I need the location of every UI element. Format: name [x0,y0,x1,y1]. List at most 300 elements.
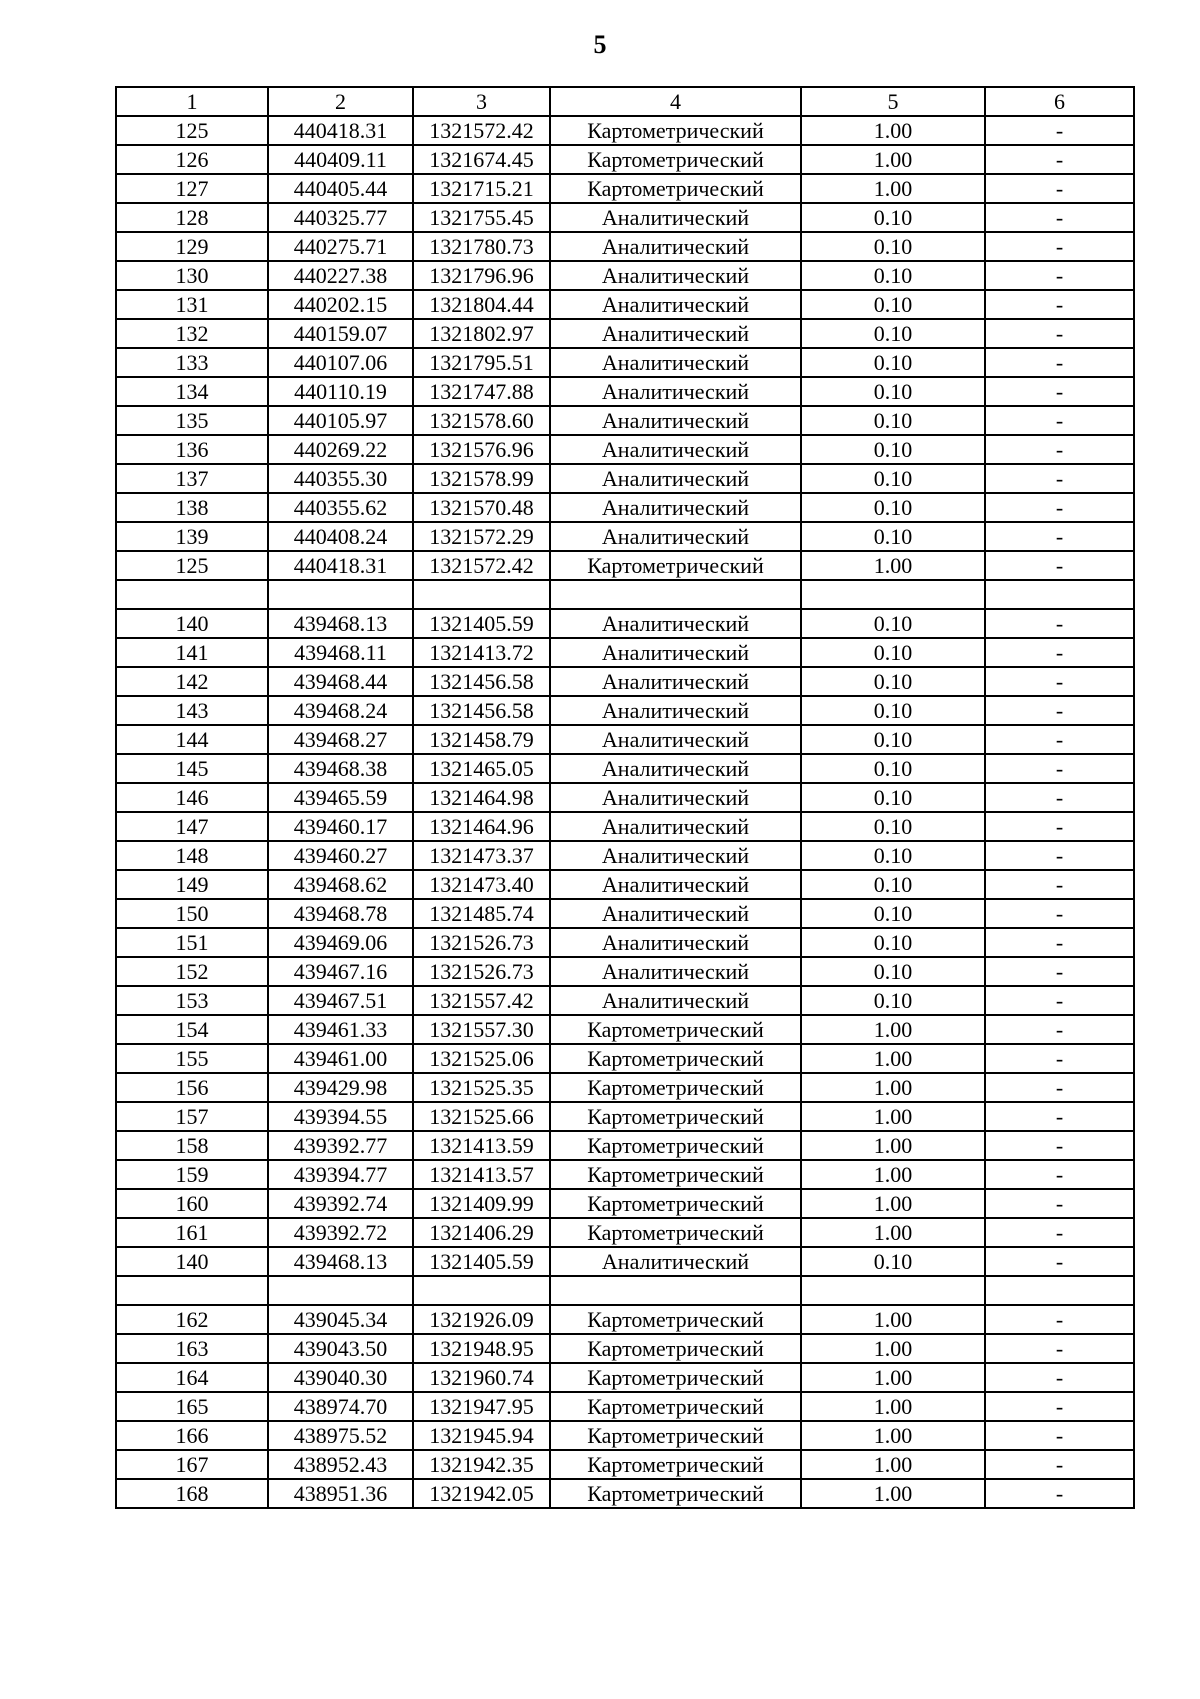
y-coordinate-cell: 1321780.73 [413,232,550,261]
point-number-cell: 140 [116,1247,268,1276]
y-coordinate-cell: 1321485.74 [413,899,550,928]
table-row [116,1131,1134,1160]
accuracy-cell: 0.10 [801,957,985,986]
y-coordinate-cell: 1321464.98 [413,783,550,812]
y-coordinate-cell: 1321960.74 [413,1363,550,1392]
method-cell: Аналитический [550,725,801,754]
method-cell: Аналитический [550,319,801,348]
x-coordinate-cell: 439468.13 [268,609,413,638]
y-coordinate-cell: 1321413.72 [413,638,550,667]
x-coordinate-cell: 440409.11 [268,145,413,174]
note-cell: - [985,435,1134,464]
accuracy-cell: 1.00 [801,1189,985,1218]
y-coordinate-cell: 1321942.05 [413,1479,550,1508]
note-cell: - [985,232,1134,261]
table-row [116,1247,1134,1276]
method-cell: Картометрический [550,1044,801,1073]
point-number-cell: 145 [116,754,268,783]
method-cell: Аналитический [550,290,801,319]
point-number-cell: 152 [116,957,268,986]
note-cell: - [985,1363,1134,1392]
method-cell: Картометрический [550,1421,801,1450]
x-coordinate-cell: 440355.30 [268,464,413,493]
point-number-cell: 161 [116,1218,268,1247]
method-cell: Аналитический [550,203,801,232]
note-cell: - [985,754,1134,783]
accuracy-cell: 0.10 [801,435,985,464]
accuracy-cell: 1.00 [801,1392,985,1421]
method-cell: Картометрический [550,116,801,145]
x-coordinate-cell: 438974.70 [268,1392,413,1421]
accuracy-cell: 0.10 [801,899,985,928]
method-cell [550,1276,801,1305]
y-coordinate-cell [413,1276,550,1305]
method-cell: Аналитический [550,348,801,377]
y-coordinate-cell: 1321802.97 [413,319,550,348]
method-cell: Аналитический [550,783,801,812]
x-coordinate-cell: 439468.62 [268,870,413,899]
accuracy-cell: 0.10 [801,928,985,957]
table-row [116,928,1134,957]
y-coordinate-cell: 1321464.96 [413,812,550,841]
accuracy-cell: 0.10 [801,406,985,435]
table-row [116,1276,1134,1305]
accuracy-cell: 0.10 [801,870,985,899]
y-coordinate-cell: 1321947.95 [413,1392,550,1421]
accuracy-cell: 0.10 [801,464,985,493]
accuracy-cell: 0.10 [801,667,985,696]
point-number-cell: 127 [116,174,268,203]
point-number-cell: 165 [116,1392,268,1421]
note-cell: - [985,377,1134,406]
note-cell [985,580,1134,609]
y-coordinate-cell: 1321525.06 [413,1044,550,1073]
table-row [116,522,1134,551]
table-row [116,1015,1134,1044]
table-row [116,319,1134,348]
x-coordinate-cell: 440355.62 [268,493,413,522]
note-cell: - [985,493,1134,522]
y-coordinate-cell: 1321406.29 [413,1218,550,1247]
method-cell: Аналитический [550,638,801,667]
accuracy-cell: 1.00 [801,1334,985,1363]
point-number-cell: 134 [116,377,268,406]
accuracy-cell: 1.00 [801,1218,985,1247]
point-number-cell: 137 [116,464,268,493]
method-cell: Аналитический [550,1247,801,1276]
note-cell: - [985,812,1134,841]
y-coordinate-cell: 1321747.88 [413,377,550,406]
table-row [116,203,1134,232]
y-coordinate-cell: 1321525.66 [413,1102,550,1131]
method-cell: Аналитический [550,696,801,725]
note-cell: - [985,319,1134,348]
y-coordinate-cell: 1321572.42 [413,551,550,580]
method-cell: Аналитический [550,812,801,841]
point-number-cell: 160 [116,1189,268,1218]
table-row [116,464,1134,493]
note-cell: - [985,348,1134,377]
method-cell: Картометрический [550,174,801,203]
method-cell: Аналитический [550,957,801,986]
table-row [116,1305,1134,1334]
x-coordinate-cell: 439392.72 [268,1218,413,1247]
method-cell: Аналитический [550,377,801,406]
table-row [116,870,1134,899]
table-row [116,1392,1134,1421]
y-coordinate-cell: 1321525.35 [413,1073,550,1102]
note-cell: - [985,667,1134,696]
note-cell [985,1276,1134,1305]
note-cell: - [985,1479,1134,1508]
note-cell: - [985,783,1134,812]
accuracy-cell: 0.10 [801,754,985,783]
note-cell: - [985,986,1134,1015]
accuracy-cell: 1.00 [801,1450,985,1479]
x-coordinate-cell: 439040.30 [268,1363,413,1392]
table-row [116,493,1134,522]
method-cell: Картометрический [550,1102,801,1131]
table-row [116,406,1134,435]
table-header-row [116,87,1134,116]
x-coordinate-cell: 440107.06 [268,348,413,377]
method-cell: Картометрический [550,1334,801,1363]
page-number: 5 [593,30,607,59]
method-cell: Аналитический [550,667,801,696]
y-coordinate-cell: 1321926.09 [413,1305,550,1334]
method-cell: Аналитический [550,406,801,435]
method-cell: Аналитический [550,435,801,464]
point-number-cell: 151 [116,928,268,957]
method-cell: Картометрический [550,1218,801,1247]
point-number-cell: 142 [116,667,268,696]
x-coordinate-cell [268,1276,413,1305]
accuracy-cell: 0.10 [801,319,985,348]
y-coordinate-cell: 1321715.21 [413,174,550,203]
method-cell: Аналитический [550,928,801,957]
accuracy-cell: 1.00 [801,1363,985,1392]
note-cell: - [985,1160,1134,1189]
method-cell: Аналитический [550,261,801,290]
point-number-cell: 158 [116,1131,268,1160]
accuracy-cell: 1.00 [801,145,985,174]
note-cell: - [985,1131,1134,1160]
x-coordinate-cell: 440227.38 [268,261,413,290]
point-number-cell: 131 [116,290,268,319]
y-coordinate-cell: 1321526.73 [413,957,550,986]
accuracy-cell: 1.00 [801,1421,985,1450]
note-cell: - [985,116,1134,145]
y-coordinate-cell: 1321578.99 [413,464,550,493]
point-number-cell: 125 [116,116,268,145]
x-coordinate-cell: 440202.15 [268,290,413,319]
note-cell: - [985,261,1134,290]
accuracy-cell: 1.00 [801,1479,985,1508]
table-row [116,725,1134,754]
note-cell: - [985,1305,1134,1334]
table-row [116,899,1134,928]
method-cell: Аналитический [550,870,801,899]
note-cell: - [985,696,1134,725]
accuracy-cell: 0.10 [801,986,985,1015]
point-number-cell: 126 [116,145,268,174]
note-cell: - [985,1044,1134,1073]
x-coordinate-cell: 440418.31 [268,116,413,145]
table-row [116,1073,1134,1102]
note-cell: - [985,1218,1134,1247]
accuracy-cell: 0.10 [801,1247,985,1276]
table-row [116,667,1134,696]
point-number-cell: 136 [116,435,268,464]
x-coordinate-cell: 440418.31 [268,551,413,580]
table-row [116,435,1134,464]
accuracy-cell: 0.10 [801,232,985,261]
y-coordinate-cell: 1321465.05 [413,754,550,783]
x-coordinate-cell: 438952.43 [268,1450,413,1479]
table-row [116,348,1134,377]
point-number-cell: 138 [116,493,268,522]
accuracy-cell: 1.00 [801,1044,985,1073]
note-cell: - [985,1450,1134,1479]
y-coordinate-cell: 1321473.40 [413,870,550,899]
y-coordinate-cell [413,580,550,609]
x-coordinate-cell: 440159.07 [268,319,413,348]
x-coordinate-cell: 439429.98 [268,1073,413,1102]
y-coordinate-cell: 1321945.94 [413,1421,550,1450]
x-coordinate-cell: 440110.19 [268,377,413,406]
x-coordinate-cell: 439467.51 [268,986,413,1015]
note-cell: - [985,551,1134,580]
table-row [116,1189,1134,1218]
table-row [116,1102,1134,1131]
x-coordinate-cell: 440105.97 [268,406,413,435]
x-coordinate-cell: 439392.74 [268,1189,413,1218]
accuracy-cell: 0.10 [801,261,985,290]
accuracy-cell: 0.10 [801,290,985,319]
method-cell: Картометрический [550,1073,801,1102]
note-cell: - [985,1102,1134,1131]
note-cell: - [985,841,1134,870]
note-cell: - [985,290,1134,319]
method-cell: Аналитический [550,522,801,551]
point-number-cell: 163 [116,1334,268,1363]
accuracy-cell: 1.00 [801,1015,985,1044]
coordinates-table [115,86,1135,1509]
accuracy-cell: 1.00 [801,1102,985,1131]
column-header: 5 [801,87,985,116]
accuracy-cell: 0.10 [801,812,985,841]
point-number-cell: 166 [116,1421,268,1450]
accuracy-cell: 0.10 [801,725,985,754]
point-number-cell: 155 [116,1044,268,1073]
x-coordinate-cell: 439468.44 [268,667,413,696]
x-coordinate-cell: 440325.77 [268,203,413,232]
method-cell: Аналитический [550,899,801,928]
table-row [116,1160,1134,1189]
y-coordinate-cell: 1321804.44 [413,290,550,319]
y-coordinate-cell: 1321456.58 [413,667,550,696]
point-number-cell [116,580,268,609]
y-coordinate-cell: 1321405.59 [413,609,550,638]
note-cell: - [985,174,1134,203]
accuracy-cell: 0.10 [801,377,985,406]
note-cell: - [985,1073,1134,1102]
y-coordinate-cell: 1321413.59 [413,1131,550,1160]
accuracy-cell: 1.00 [801,1131,985,1160]
y-coordinate-cell: 1321674.45 [413,145,550,174]
table-row [116,841,1134,870]
y-coordinate-cell: 1321557.42 [413,986,550,1015]
column-header: 3 [413,87,550,116]
x-coordinate-cell: 439394.77 [268,1160,413,1189]
method-cell: Картометрический [550,1160,801,1189]
point-number-cell: 168 [116,1479,268,1508]
y-coordinate-cell: 1321413.57 [413,1160,550,1189]
method-cell: Аналитический [550,609,801,638]
column-header: 4 [550,87,801,116]
y-coordinate-cell: 1321578.60 [413,406,550,435]
note-cell: - [985,870,1134,899]
point-number-cell: 154 [116,1015,268,1044]
point-number-cell: 156 [116,1073,268,1102]
accuracy-cell: 1.00 [801,174,985,203]
method-cell: Картометрический [550,1479,801,1508]
y-coordinate-cell: 1321526.73 [413,928,550,957]
y-coordinate-cell: 1321796.96 [413,261,550,290]
table-row [116,638,1134,667]
accuracy-cell: 1.00 [801,116,985,145]
table-row [116,754,1134,783]
y-coordinate-cell: 1321456.58 [413,696,550,725]
x-coordinate-cell: 439043.50 [268,1334,413,1363]
table-row [116,1479,1134,1508]
x-coordinate-cell: 439461.00 [268,1044,413,1073]
note-cell: - [985,1015,1134,1044]
note-cell: - [985,203,1134,232]
table-row [116,1421,1134,1450]
point-number-cell: 128 [116,203,268,232]
note-cell: - [985,957,1134,986]
table-row [116,609,1134,638]
column-header: 1 [116,87,268,116]
y-coordinate-cell: 1321795.51 [413,348,550,377]
method-cell: Аналитический [550,841,801,870]
note-cell: - [985,725,1134,754]
method-cell: Картометрический [550,1305,801,1334]
table-row [116,232,1134,261]
point-number-cell: 143 [116,696,268,725]
x-coordinate-cell: 439460.17 [268,812,413,841]
point-number-cell: 167 [116,1450,268,1479]
table-row [116,1218,1134,1247]
accuracy-cell: 1.00 [801,551,985,580]
accuracy-cell: 1.00 [801,1160,985,1189]
method-cell [550,580,801,609]
y-coordinate-cell: 1321942.35 [413,1450,550,1479]
point-number-cell: 129 [116,232,268,261]
accuracy-cell: 0.10 [801,783,985,812]
point-number-cell: 132 [116,319,268,348]
x-coordinate-cell: 439468.24 [268,696,413,725]
column-header: 2 [268,87,413,116]
accuracy-cell: 0.10 [801,522,985,551]
method-cell: Аналитический [550,232,801,261]
point-number-cell: 150 [116,899,268,928]
x-coordinate-cell: 438975.52 [268,1421,413,1450]
x-coordinate-cell: 439468.38 [268,754,413,783]
point-number-cell: 162 [116,1305,268,1334]
point-number-cell: 153 [116,986,268,1015]
note-cell: - [985,522,1134,551]
x-coordinate-cell: 439468.27 [268,725,413,754]
method-cell: Аналитический [550,754,801,783]
point-number-cell [116,1276,268,1305]
method-cell: Картометрический [550,1131,801,1160]
method-cell: Картометрический [550,1015,801,1044]
x-coordinate-cell: 439469.06 [268,928,413,957]
x-coordinate-cell: 439461.33 [268,1015,413,1044]
y-coordinate-cell: 1321458.79 [413,725,550,754]
method-cell: Картометрический [550,551,801,580]
table-row [116,1334,1134,1363]
point-number-cell: 164 [116,1363,268,1392]
y-coordinate-cell: 1321473.37 [413,841,550,870]
note-cell: - [985,1189,1134,1218]
x-coordinate-cell: 438951.36 [268,1479,413,1508]
table-row [116,1450,1134,1479]
x-coordinate-cell: 439467.16 [268,957,413,986]
table-row [116,290,1134,319]
method-cell: Картометрический [550,1392,801,1421]
point-number-cell: 135 [116,406,268,435]
point-number-cell: 139 [116,522,268,551]
table-body [116,116,1134,1508]
y-coordinate-cell: 1321570.48 [413,493,550,522]
method-cell: Картометрический [550,145,801,174]
note-cell: - [985,609,1134,638]
accuracy-cell: 0.10 [801,841,985,870]
point-number-cell: 141 [116,638,268,667]
x-coordinate-cell: 439468.13 [268,1247,413,1276]
note-cell: - [985,1392,1134,1421]
method-cell: Аналитический [550,986,801,1015]
method-cell: Картометрический [550,1450,801,1479]
table-row [116,986,1134,1015]
point-number-cell: 125 [116,551,268,580]
x-coordinate-cell: 439045.34 [268,1305,413,1334]
method-cell: Аналитический [550,493,801,522]
accuracy-cell: 1.00 [801,1305,985,1334]
table-row [116,1363,1134,1392]
table-row [116,261,1134,290]
table-row [116,696,1134,725]
point-number-cell: 148 [116,841,268,870]
note-cell: - [985,928,1134,957]
x-coordinate-cell: 440275.71 [268,232,413,261]
table-row [116,1044,1134,1073]
accuracy-cell: 1.00 [801,1073,985,1102]
table-row [116,957,1134,986]
note-cell: - [985,1334,1134,1363]
y-coordinate-cell: 1321948.95 [413,1334,550,1363]
point-number-cell: 130 [116,261,268,290]
y-coordinate-cell: 1321405.59 [413,1247,550,1276]
note-cell: - [985,406,1134,435]
point-number-cell: 147 [116,812,268,841]
accuracy-cell [801,1276,985,1305]
x-coordinate-cell [268,580,413,609]
point-number-cell: 149 [116,870,268,899]
